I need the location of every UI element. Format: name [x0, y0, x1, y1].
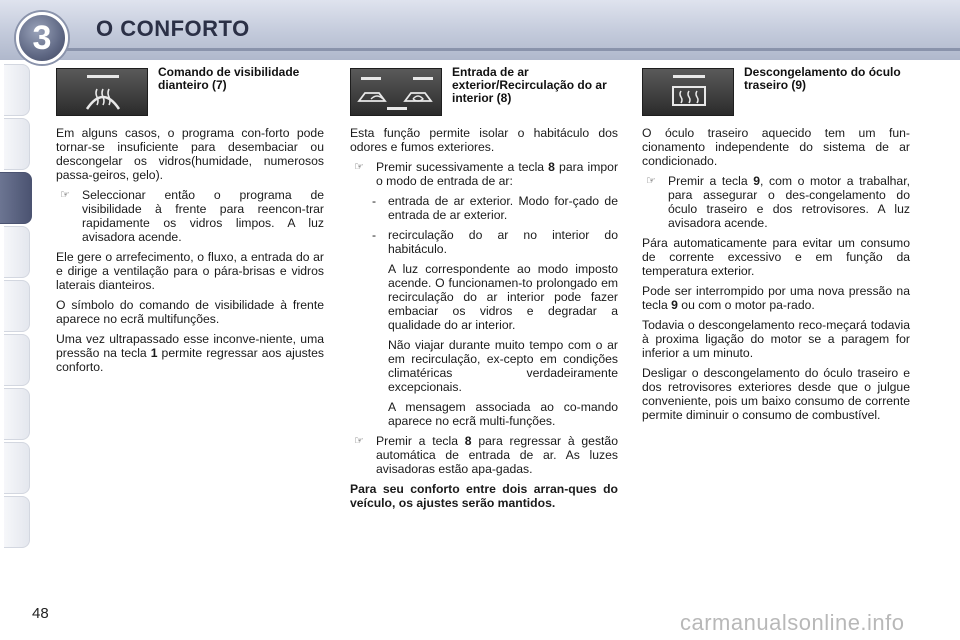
chapter-title: O CONFORTO	[96, 16, 250, 41]
text-run: Pode ser interrompido por uma nova pressão na tecla	[642, 284, 910, 312]
chapter-badge	[16, 12, 68, 64]
key-number: 8	[548, 160, 555, 174]
chapter-tab-2[interactable]	[4, 118, 30, 170]
text-run: Premir a tecla	[668, 174, 754, 188]
text-run: Premir a tecla	[376, 434, 465, 448]
section-title: Entrada de ar exterior/Recirculação do ar interior (8)	[452, 65, 607, 105]
paragraph: O símbolo do comando de visibilidade à frente aparece no ecrã multifunções.	[56, 298, 324, 326]
chapter-tab-5[interactable]	[4, 280, 30, 332]
chapter-tab-4[interactable]	[4, 226, 30, 278]
front-defrost-icon	[56, 68, 148, 116]
bullet-text: Seleccionar então o programa de visibilidade à frente para reencon-trar rapidamente os vidros limpos. A luz avisadora acende.	[82, 188, 324, 244]
dash-item	[350, 228, 618, 256]
indented-paragraph: A mensagem associada ao co-mando aparece no ecrã multi-funções.	[388, 400, 618, 428]
column-rear-defrost	[642, 64, 910, 428]
key-number: 1	[150, 346, 158, 360]
column-air-recirculation	[350, 64, 618, 516]
chapter-tab-strip	[0, 64, 32, 576]
chapter-tab-8[interactable]	[4, 442, 30, 494]
text-run: Premir sucessivamente a tecla	[376, 160, 549, 174]
paragraph: Em alguns casos, o programa con-forto pode tornar-se insuficiente para desembaciar ou descongelar os vidros(humidade, numerosos passa-geiros, gelo).	[56, 126, 324, 182]
section-header	[642, 64, 910, 116]
pointing-hand-icon: ☞	[646, 175, 656, 187]
pointing-hand-icon: ☞	[354, 435, 364, 447]
page-number: 48	[32, 605, 49, 622]
text-run: para impor o modo de entrada de ar:	[376, 160, 619, 188]
dash-mark: -	[372, 194, 377, 208]
indented-paragraph: A luz correspondente ao modo imposto acende. O funcionamen-to prolongado em recirculação do ar interior pode fazer embaciar os vidros e degradar a qualidade do ar interior.	[388, 262, 618, 332]
section-title: Descongelamento do óculo traseiro (9)	[744, 65, 901, 92]
indented-paragraph: Não viajar durante muito tempo com o ar em recirculação, ex-cepto em condições climatéricas verdadeiramente excepcionais.	[388, 338, 618, 394]
paragraph: Esta função permite isolar o habitáculo dos odores e fumos exteriores.	[350, 126, 618, 154]
text-run: , com o motor a trabalhar, para assegurar o des-congelamento do óculo traseiro e dos retrovisores. A luz avisadora acende.	[668, 174, 910, 230]
bullet-item	[350, 160, 618, 188]
chapter-tab-6[interactable]	[4, 334, 30, 386]
chapter-tab-9[interactable]	[4, 496, 30, 548]
bullet-item	[56, 188, 324, 244]
paragraph: Pára automaticamente para evitar um consumo de corrente excessivo e em função da temperatura exterior.	[642, 236, 910, 278]
rear-window-defrost-icon	[642, 68, 734, 116]
key-number: 9	[671, 298, 678, 312]
paragraph	[642, 284, 910, 312]
chapter-tab-7[interactable]	[4, 388, 30, 440]
key-number: 9	[753, 174, 761, 188]
text-run: Uma vez ultrapassado esse inconve-niente, uma pressão na tecla	[56, 332, 324, 360]
watermark: carmanualsonline.info	[680, 610, 905, 635]
dash-text: entrada de ar exterior. Modo for-çado de entrada de ar exterior.	[388, 194, 618, 222]
header-rule	[60, 48, 960, 51]
chapter-tab-1[interactable]	[4, 64, 30, 116]
pointing-hand-icon: ☞	[354, 161, 364, 173]
paragraph: Ele gere o arrefecimento, o fluxo, a entrada do ar e dirige a ventilação para o pára-brisas e vidros laterais dianteiros.	[56, 250, 324, 292]
dash-text: recirculação do ar no interior do habitáculo.	[388, 228, 618, 256]
pointing-hand-icon: ☞	[60, 189, 70, 201]
chapter-tab-3-active[interactable]	[0, 172, 32, 224]
paragraph	[56, 332, 324, 374]
bullet-item	[350, 434, 618, 476]
paragraph: O óculo traseiro aquecido tem um fun-cionamento independente do sistema de ar condicionado.	[642, 126, 910, 168]
paragraph: Todavia o descongelamento reco-meçará todavia à proxima ligação do motor se a paragem for inferior a um minuto.	[642, 318, 910, 360]
key-number: 8	[464, 434, 472, 448]
bold-note: Para seu conforto entre dois arran-ques do veículo, os ajustes serão mantidos.	[350, 482, 618, 510]
paragraph: Desligar o descongelamento do óculo traseiro e dos retrovisores exteriores desde que o julgue conveniente, pois um baixo consumo de corrente permite diminuir o consumo de combustível.	[642, 366, 910, 422]
text-run: permite regressar aos ajustes conforto.	[56, 346, 324, 374]
chapter-number: 3	[32, 18, 52, 57]
air-recirculation-icon	[350, 68, 442, 116]
dash-mark: -	[372, 228, 377, 242]
bullet-item	[642, 174, 910, 230]
section-header	[350, 64, 618, 116]
text-run: para regressar à gestão automática de entrada de ar. As luzes avisadoras estão apa-gadas.	[376, 434, 618, 476]
section-title: Comando de visibilidade dianteiro (7)	[158, 65, 300, 92]
column-front-visibility	[56, 64, 324, 380]
text-run: ou com o motor pa-rado.	[677, 298, 815, 312]
section-header	[56, 64, 324, 116]
dash-item	[350, 194, 618, 222]
